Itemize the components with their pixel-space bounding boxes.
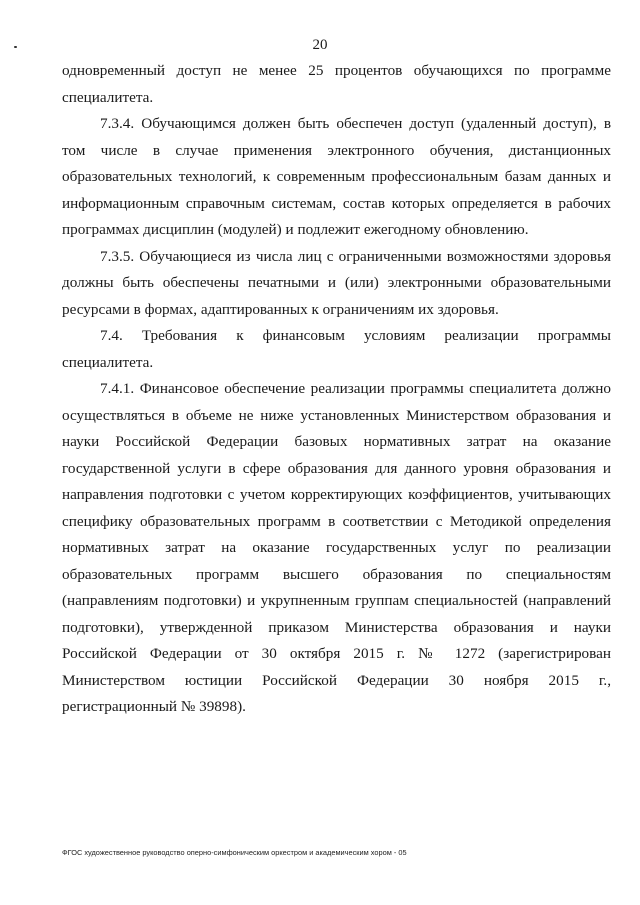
paragraph-7-3-5: 7.3.5. Обучающиеся из числа лиц с ограниченными возможностями здоровья должны быть обеспечены печатными и (или) электронными образовательными ресурсами в формах, адаптированных к ограничениям их здоровья. xyxy=(62,247,611,318)
paragraph-7-3-4: 7.3.4. Обучающимся должен быть обеспечен доступ (удаленный доступ), в том числе в случае применения электронного обучения, дистанционных образовательных технологий, к современным профессиональным базам данных и информационным справочным системам, состав которых определяется в рабочих программах дисциплин (модулей) и подлежит ежегодному обновлению. xyxy=(62,115,611,238)
paragraph-7-4-1: 7.4.1. Финансовое обеспечение реализации программы специалитета должно осуществляться в объеме не ниже установленных Министерством образования и науки Российской Федерации базовых нормативных затрат на оказание государственной услуги в сфере образования для данного уровня образования и направления подготовки с учетом корректирующих коэффициентов, учитывающих специфику образовательных программ в соответствии с Методикой определения нормативных затрат на оказание государственных услуг по реализации образовательных программ высшего образования по специальностям (направлениям подготовки) и укрупненным группам специальностей (направлений подготовки), утвержденной приказом Министерства образования и науки Российской Федерации от 30 октября 2015 г. № 1272 (зарегистрирован Министерством юстиции Российской Федерации 30 ноября 2015 г., регистрационный № 39898). xyxy=(62,380,611,715)
document-body xyxy=(62,58,611,721)
paragraph-continuation: одновременный доступ не менее 25 процентов обучающихся по программе специалитета. xyxy=(62,62,611,106)
page-footer: ФГОС художественное руководство оперно-симфоническим оркестром и академическим хором - 05 xyxy=(62,848,407,857)
paragraph-7-4: 7.4. Требования к финансовым условиям реализации программы специалитета. xyxy=(62,327,611,371)
page-number: 20 xyxy=(312,37,328,53)
